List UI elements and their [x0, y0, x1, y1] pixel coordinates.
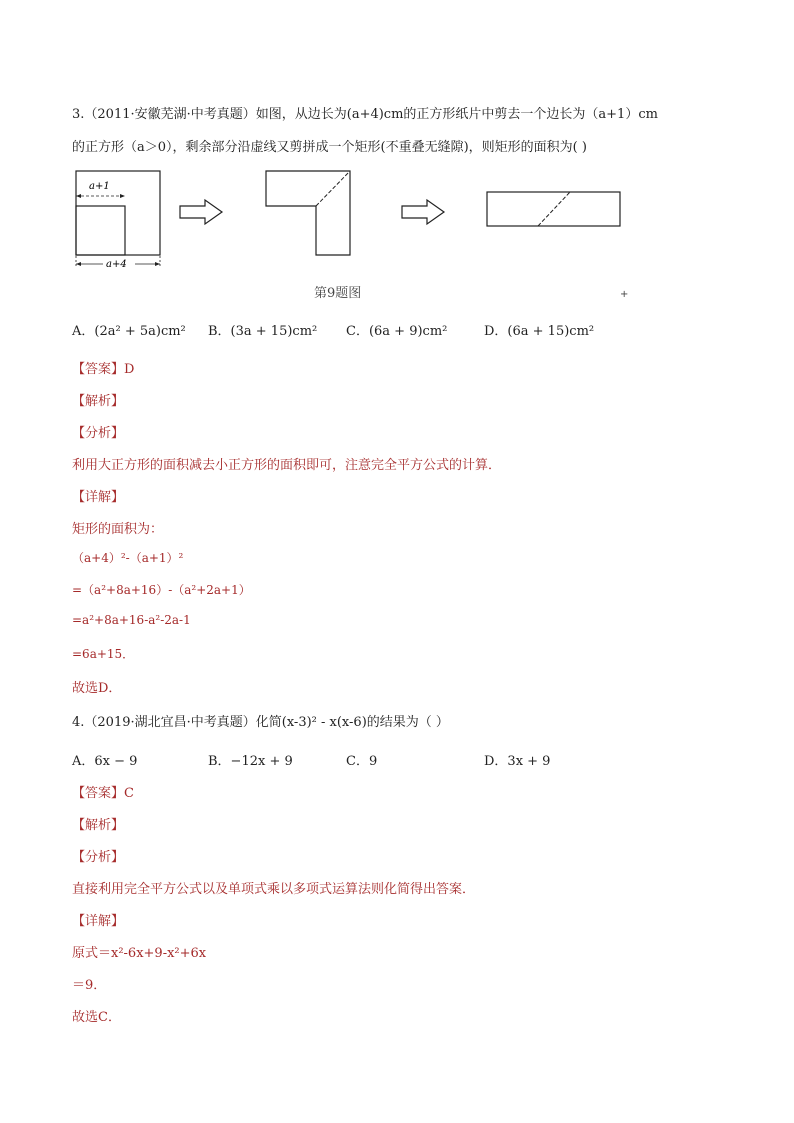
q3-detail-line: 故选D．: [72, 681, 122, 696]
q3-detail-line: （a+4）²-（a+1）²: [72, 551, 184, 565]
q4-option-d: D．3x + 9: [484, 754, 551, 769]
q4-xiangjie-head: 【详解】: [72, 914, 125, 929]
question-3-figure: [70, 165, 640, 305]
q4-option-c: C．9: [346, 754, 378, 769]
q4-detail-line: ＝9．: [72, 978, 107, 993]
q4-fenxi-text: 直接利用完全平方公式以及单项式乘以多项式运算法则化简得出答案．: [72, 882, 476, 897]
label-a-plus-4: a+4: [106, 259, 127, 270]
q4-detail-line: 故选C．: [72, 1010, 121, 1025]
small-square: [76, 206, 125, 255]
result-rectangle: [487, 192, 620, 226]
q3-detail-line: =6a+15．: [72, 647, 135, 661]
q4-fenxi-head: 【分析】: [72, 850, 125, 865]
question-3-line1: 3.（2011·安徽芜湖·中考真题）如图，从边长为(a+4)cm的正方形纸片中剪去一个边长为（a+1）cm: [72, 107, 658, 122]
q4-option-a: A．6x − 9: [72, 754, 138, 769]
label-a-plus-1: a+1: [89, 181, 110, 192]
q4-option-b: B．−12x + 9: [208, 754, 293, 769]
q3-detail-line: =（a²+8a+16）-（a²+2a+1）: [72, 583, 251, 597]
q3-fenxi-head: 【分析】: [72, 426, 125, 441]
q3-xiangjie-head: 【详解】: [72, 490, 125, 505]
q3-option-c: C．(6a + 9)cm²: [346, 324, 448, 339]
q4-detail-line: 原式＝x²-6x+9-x²+6x: [72, 946, 207, 961]
question-4-line1: 4.（2019·湖北宜昌·中考真题）化简(x-3)² - x(x-6)的结果为（ ）: [72, 715, 449, 730]
question-3-line2: 的正方形（a＞0），剩余部分沿虚线又剪拼成一个矩形(不重叠无缝隙)，则矩形的面积为( ): [72, 140, 587, 155]
figure-caption: 第9题图: [314, 286, 362, 301]
q3-detail-line: 矩形的面积为：: [72, 522, 164, 537]
q3-analysis-head: 【解析】: [72, 394, 125, 409]
q3-option-b: B．(3a + 15)cm²: [208, 324, 318, 339]
q4-answer: 【答案】C: [72, 786, 134, 801]
q3-option-d: D．(6a + 15)cm²: [484, 324, 595, 339]
arrow-icon: [402, 200, 444, 224]
q3-detail-line: =a²+8a+16-a²-2a-1: [72, 613, 191, 627]
q3-answer: 【答案】D: [72, 362, 135, 377]
q3-fenxi-text: 利用大正方形的面积减去小正方形的面积即可，注意完全平方公式的计算．: [72, 458, 502, 473]
figure-mark: +: [620, 289, 629, 300]
q3-option-a: A．(2a² + 5a)cm²: [72, 324, 186, 339]
arrow-icon: [180, 200, 222, 224]
q4-analysis-head: 【解析】: [72, 818, 125, 833]
